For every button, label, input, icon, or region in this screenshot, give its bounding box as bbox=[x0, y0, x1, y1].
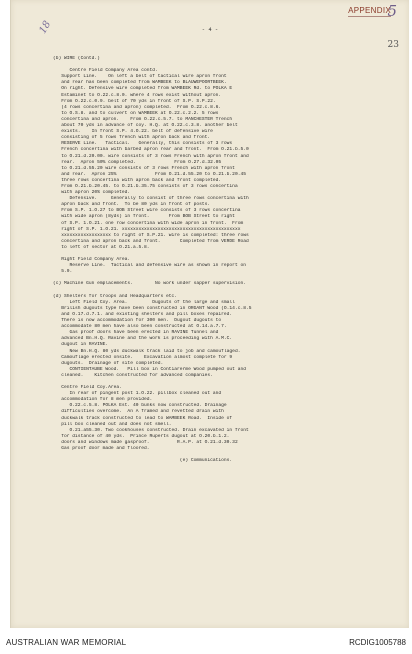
text-line: There is now accommodation for 300 men. Dugout dugouts to bbox=[53, 318, 222, 324]
text-line: Gas proof door made and floored. bbox=[53, 446, 150, 451]
text-line: Centre Field Company Area contd. bbox=[53, 68, 158, 74]
text-line: Estaminet to O.22.c.8.0. where 4 rows exist without apron. bbox=[53, 92, 222, 98]
text-line: pill box cleaned out and does not smell. bbox=[53, 421, 172, 427]
text-line: O.22.c.5.8. POLKA Est. 40 bunks now constructed. Drainage bbox=[53, 403, 227, 409]
text-line: Reserve Line. Tactical and defensive wire as shown in report on bbox=[53, 263, 246, 269]
text-line: (b) WIRE (Contd.) bbox=[53, 56, 100, 61]
text-line: On right. Defensive wire completed from WAMBEEK Rd. to POLKA E bbox=[53, 86, 233, 92]
text-line: Support Line. On left a belt of tactical wire apron front bbox=[53, 74, 227, 80]
text-line: and rear has been completed from WAMBEEK to BLAUWEPOORTBEEK. bbox=[53, 80, 227, 86]
text-line: RESERVE Line. Tactical. Generally, this consists of 3 rows bbox=[53, 141, 233, 147]
record-id: RCDIG1005788 bbox=[349, 638, 406, 647]
text-line: concertina and apron back and front. Completed from VERDE Road bbox=[53, 238, 249, 244]
text-line: dugout in RAVINE. bbox=[53, 342, 109, 348]
text-line: (4 rows concertina and apron) completed. From O.22.c.8.6. bbox=[53, 104, 222, 110]
text-line: right of S.P. 1.O.21. xxxxxxxxxxxxxxxxxxxxxxxxxxxxxxxxxxxxxxxxxxx bbox=[53, 226, 241, 232]
margin-note: 18 bbox=[37, 19, 54, 36]
folio-number: 5 bbox=[387, 2, 397, 20]
text-line: to left of sector at O.21.a.5.8. bbox=[53, 244, 150, 250]
text-line: with apron 20% completed. bbox=[53, 190, 131, 196]
text-line: of S.P. 1.O.21. one row concertina with wide apron in front. From bbox=[53, 220, 244, 226]
text-line: In rear of pingent post 1.O.22. pillbox cleaned out and bbox=[53, 391, 222, 397]
text-line: duckwalk track constructed to lead to WAMBEEK Road. Inside of bbox=[53, 415, 233, 421]
text-line: cleaned. Kitchen constructed for advanced companies. bbox=[53, 372, 213, 378]
text-line: about 70 yds in advance of coy. H.Q. at O.22.c.3.8. another belt bbox=[53, 123, 238, 129]
text-line: French concertina with barbed apron rear and front. From O.21.b.5.0 bbox=[53, 147, 249, 153]
text-line: to O.21.d.20.00. wire consists of 3 rows French with apron front and bbox=[53, 153, 249, 159]
text-line: Left Field Coy. Area. Dugouts of the large and small bbox=[53, 299, 235, 305]
text-line: concertina and apron. From O.22.c.5.7. to MANCHESTER Trench bbox=[53, 116, 233, 122]
text-line: (d) Shelters for troops and Headquarters etc. bbox=[53, 293, 178, 299]
text-line: Centre Field Coy.Area. bbox=[53, 385, 122, 391]
text-line: From O.22.c.0.9. belt of 70 yds in front of S.P. S.P.22. bbox=[53, 98, 216, 104]
text-line: and rear. Apron 25% From O.21.d.55.20 to O.21.b.20.45 bbox=[53, 171, 246, 177]
archive-footer bbox=[0, 628, 412, 654]
text-line: to O.S.8. and to culvert on WAMBEEK at O.22.c.2.2. 5 rows bbox=[53, 110, 219, 116]
text-line: accommodate 80 men have also been constructed at O.14.a.7.7. bbox=[53, 324, 227, 330]
appendix-stamp: APPENDIX bbox=[348, 6, 391, 15]
text-line: Defensive. Generally to consist of three rows concertina with bbox=[53, 196, 249, 202]
text-line: three rows concertina with apron back and front completed. bbox=[53, 177, 222, 183]
document-body bbox=[53, 56, 383, 464]
text-line: CONTIENTAUBE Wood. Pill box in Contiarerme Wood pumped out and bbox=[53, 366, 246, 372]
text-line: advanced Bn.H.Q. Ravine and the work is proceeding with A.M.C. bbox=[53, 336, 233, 342]
text-line: Gas proof doors have been erected in RAVINE Tunnel and bbox=[53, 330, 219, 336]
document-page bbox=[10, 0, 409, 628]
text-line: doors and windows made gasproof. R.A.P. at O.21.d.30.32 bbox=[53, 439, 238, 445]
text-line: O.21.a55.30. Two cookhouses constructed. Drain excavated in front bbox=[53, 427, 249, 433]
archive-name: AUSTRALIAN WAR MEMORIAL bbox=[6, 638, 127, 647]
text-line: From S.P. 1.O.27 to BOB Street wire consists of 3 rows concertina bbox=[53, 208, 241, 214]
text-line: consisting of 5 rows french with apron back and front. bbox=[53, 135, 211, 141]
text-line: difficulties overcome. An A framed and revetted drain with bbox=[53, 409, 224, 415]
text-line: and O.17.d.7.1. and existing shelters and pill boxes repaired. bbox=[53, 311, 233, 317]
text-line: rear. Apron 50% completed. From O.27.d.32.05 bbox=[53, 159, 222, 165]
text-line: for distance of 40 yds. Prince Ruperts dugout at O.20.b.1.2. bbox=[53, 433, 230, 439]
text-line: dugouts. Drainage of site completed. bbox=[53, 360, 164, 366]
page-header: - 4 - bbox=[201, 26, 219, 33]
page-number: 23 bbox=[387, 40, 399, 50]
text-line: (e) Communications. bbox=[53, 458, 233, 464]
text-line: to O.21.d.55.20 wire consists of 3 rows French with apron front bbox=[53, 165, 235, 171]
text-line: exists. In front S.P. 4.O.22. belt of defensive wire bbox=[53, 129, 213, 135]
text-line: (c) Machine Gun emplacements. No work under sapper supervision. bbox=[53, 281, 246, 287]
text-line: apron back and front. To be 80 yds in front of posts. bbox=[53, 202, 211, 208]
text-line: accommodation for 8 men provided. bbox=[53, 397, 153, 403]
text-line: New Bn.H.Q. 80 yds duckwalk track laid to job and camouflaged. bbox=[53, 348, 241, 354]
text-line: Right Field Company Area. bbox=[53, 257, 131, 263]
text-line: with wide apron (8yds) in front. From BOB Street to right bbox=[53, 214, 235, 220]
text-line: 5.9. bbox=[53, 269, 73, 275]
text-line: xxxxxxxxxxxxxxxxxx to right of S.P.21. wire is completed: three rows bbox=[53, 232, 249, 238]
text-line: Brilish dugouts type have been constructed in ORGANT Wood (O.14.c.8.5 bbox=[53, 305, 252, 311]
text-line: From O.21.b.20.45. to O.21.b.35.75 consists of 3 rows concertina bbox=[53, 183, 238, 189]
text-line: Camouflage erected onsite. Excavation almost complete for 9 bbox=[53, 354, 233, 360]
